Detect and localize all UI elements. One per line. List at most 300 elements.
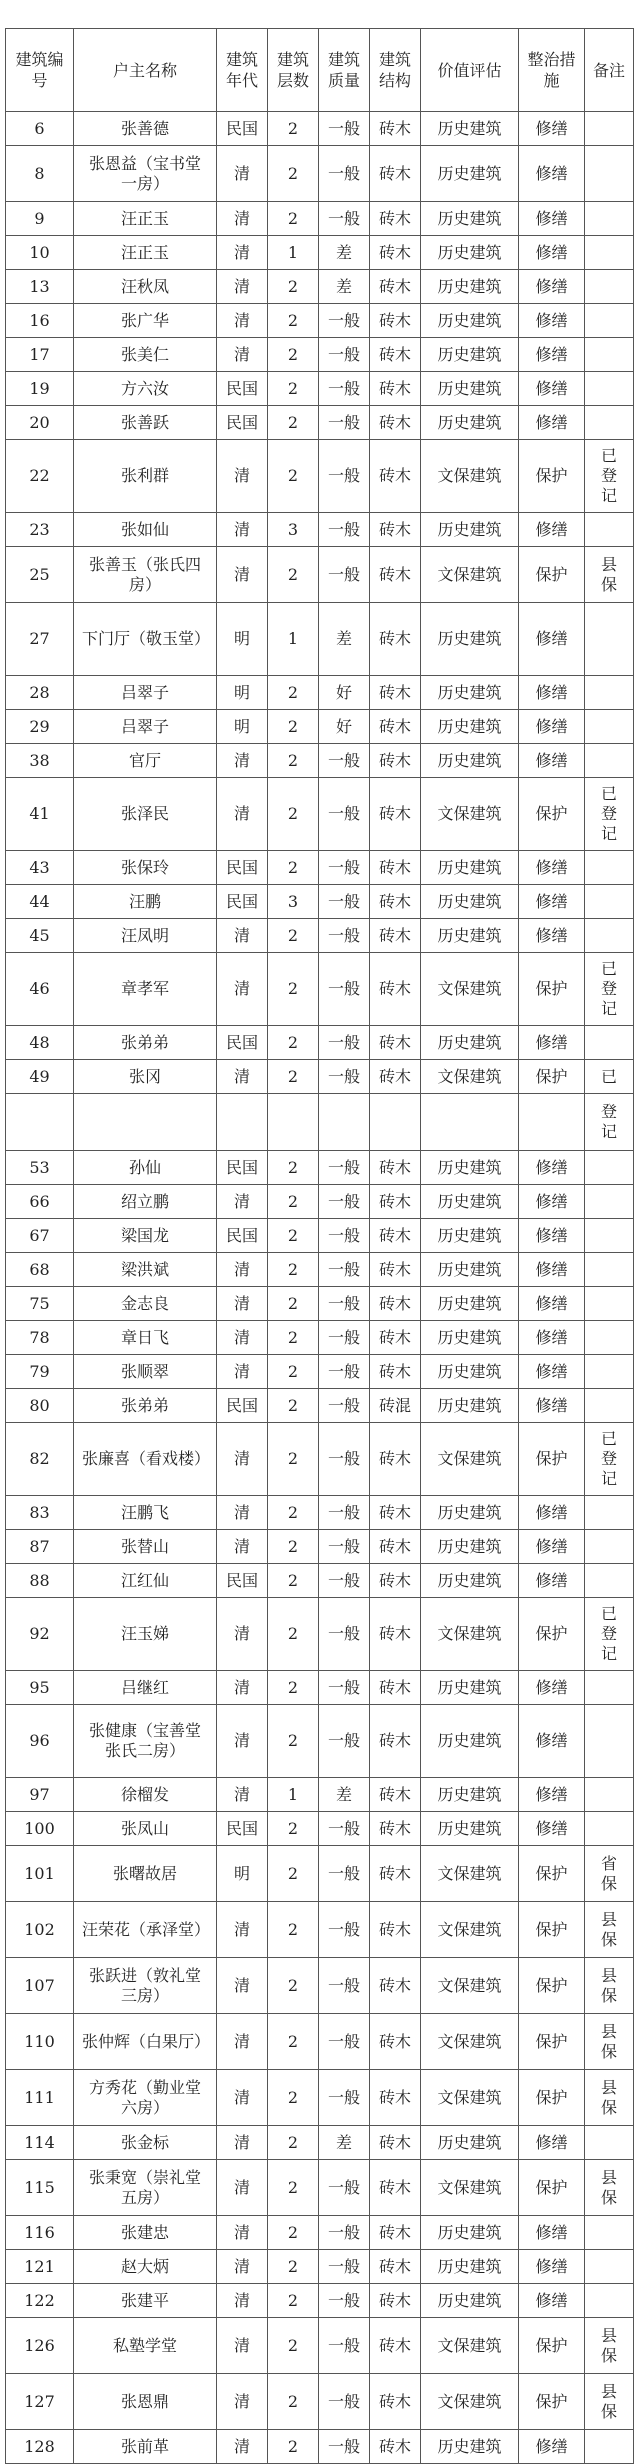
cell-floors: 2 <box>268 919 319 953</box>
cell-measure: 修缮 <box>519 919 585 953</box>
cell-quality: 一般 <box>319 1321 370 1355</box>
cell-floors: 2 <box>268 1355 319 1389</box>
cell-quality: 一般 <box>319 2318 370 2374</box>
cell-era: 清 <box>217 236 268 270</box>
cell-era: 民国 <box>217 1151 268 1185</box>
cell-building-id: 53 <box>6 1151 74 1185</box>
cell-owner-name: 徐榴发 <box>74 1778 217 1812</box>
cell-quality: 一般 <box>319 1355 370 1389</box>
cell-value-assessment: 文保建筑 <box>421 1846 519 1902</box>
cell-note <box>585 1253 634 1287</box>
cell-floors: 2 <box>268 1530 319 1564</box>
cell-note <box>585 338 634 372</box>
cell-value-assessment: 历史建筑 <box>421 2126 519 2160</box>
cell-era: 清 <box>217 2014 268 2070</box>
cell-owner-name: 张顺翠 <box>74 1355 217 1389</box>
cell-building-id: 115 <box>6 2160 74 2216</box>
cell-era: 清 <box>217 744 268 778</box>
cell-quality: 一般 <box>319 1496 370 1530</box>
cell-structure: 砖木 <box>370 953 421 1026</box>
cell-measure: 保护 <box>519 778 585 851</box>
cell-measure: 修缮 <box>519 146 585 202</box>
cell-owner-name: 张金标 <box>74 2126 217 2160</box>
cell-value-assessment: 文保建筑 <box>421 1958 519 2014</box>
table-row <box>6 2250 634 2284</box>
table-row <box>6 270 634 304</box>
cell-quality: 一般 <box>319 851 370 885</box>
cell-building-id: 121 <box>6 2250 74 2284</box>
cell-structure: 砖木 <box>370 1671 421 1705</box>
table-row <box>6 547 634 603</box>
cell-building-id: 100 <box>6 1812 74 1846</box>
cell-measure: 修缮 <box>519 112 585 146</box>
cell-value-assessment: 历史建筑 <box>421 1564 519 1598</box>
cell-building-id: 96 <box>6 1705 74 1778</box>
table-row <box>6 1287 634 1321</box>
cell-value-assessment: 文保建筑 <box>421 440 519 513</box>
cell-note <box>585 851 634 885</box>
cell-structure: 砖木 <box>370 202 421 236</box>
cell-note <box>585 1812 634 1846</box>
cell-building-id: 83 <box>6 1496 74 1530</box>
cell-building-id: 27 <box>6 603 74 676</box>
cell-owner-name: 吕继红 <box>74 1671 217 1705</box>
cell-era: 清 <box>217 1287 268 1321</box>
cell-structure: 砖木 <box>370 1253 421 1287</box>
table-row <box>6 2126 634 2160</box>
cell-owner-name: 张健康（宝善堂张氏二房） <box>74 1705 217 1778</box>
cell-building-id: 68 <box>6 1253 74 1287</box>
cell-value-assessment: 历史建筑 <box>421 1026 519 1060</box>
cell-owner-name: 张美仁 <box>74 338 217 372</box>
cell-structure: 砖木 <box>370 1287 421 1321</box>
cell-building-id: 10 <box>6 236 74 270</box>
cell-structure: 砖木 <box>370 1778 421 1812</box>
cell-floors: 2 <box>268 112 319 146</box>
cell-era: 清 <box>217 2160 268 2216</box>
cell-building-id: 95 <box>6 1671 74 1705</box>
cell-quality: 一般 <box>319 2374 370 2430</box>
table-row <box>6 1185 634 1219</box>
cell-measure: 修缮 <box>519 1321 585 1355</box>
cell-owner-name: 梁洪斌 <box>74 1253 217 1287</box>
cell-quality: 一般 <box>319 2284 370 2318</box>
cell-quality: 一般 <box>319 744 370 778</box>
table-row <box>6 1219 634 1253</box>
table-row <box>6 1812 634 1846</box>
cell-floors: 2 <box>268 676 319 710</box>
cell-structure: 砖木 <box>370 1355 421 1389</box>
building-survey-table <box>5 28 634 2464</box>
cell-floors: 1 <box>268 603 319 676</box>
cell-floors: 2 <box>268 202 319 236</box>
table-row <box>6 1778 634 1812</box>
cell-quality: 一般 <box>319 146 370 202</box>
cell-era: 清 <box>217 202 268 236</box>
cell-note <box>585 236 634 270</box>
cell-floors: 2 <box>268 2318 319 2374</box>
cell-measure: 修缮 <box>519 885 585 919</box>
cell-owner-name: 张善玉（张氏四房） <box>74 547 217 603</box>
cell-structure: 砖木 <box>370 676 421 710</box>
cell-owner-name: 方六汝 <box>74 372 217 406</box>
table-row <box>6 304 634 338</box>
cell-era: 清 <box>217 1185 268 1219</box>
table-row <box>6 2160 634 2216</box>
cell-owner-name: 赵大炳 <box>74 2250 217 2284</box>
cell-structure: 砖木 <box>370 2318 421 2374</box>
cell-floors: 2 <box>268 1060 319 1094</box>
cell-floors: 2 <box>268 1496 319 1530</box>
cell-floors: 2 <box>268 1151 319 1185</box>
cell-measure: 修缮 <box>519 603 585 676</box>
cell-note: 县保 <box>585 2160 634 2216</box>
cell-floors: 2 <box>268 744 319 778</box>
cell-note: 登记 <box>585 1094 634 1151</box>
cell-structure: 砖木 <box>370 2126 421 2160</box>
cell-measure: 保护 <box>519 440 585 513</box>
cell-era: 清 <box>217 1902 268 1958</box>
cell-owner-name: 张保玲 <box>74 851 217 885</box>
cell-era: 清 <box>217 1423 268 1496</box>
cell-value-assessment: 历史建筑 <box>421 1778 519 1812</box>
cell-value-assessment: 历史建筑 <box>421 710 519 744</box>
cell-floors: 2 <box>268 2014 319 2070</box>
cell-note <box>585 710 634 744</box>
cell-structure: 砖木 <box>370 1026 421 1060</box>
cell-quality: 好 <box>319 676 370 710</box>
cell-measure: 修缮 <box>519 710 585 744</box>
cell-note: 县保 <box>585 1958 634 2014</box>
cell-measure: 修缮 <box>519 2284 585 2318</box>
header-quality: 建筑质量 <box>319 29 370 112</box>
cell-floors: 2 <box>268 2430 319 2464</box>
cell-building-id: 45 <box>6 919 74 953</box>
cell-owner-name: 张弟弟 <box>74 1389 217 1423</box>
cell-era: 民国 <box>217 851 268 885</box>
table-row <box>6 406 634 440</box>
cell-note <box>585 1496 634 1530</box>
cell-value-assessment: 历史建筑 <box>421 2216 519 2250</box>
cell-measure: 修缮 <box>519 304 585 338</box>
cell-building-id: 107 <box>6 1958 74 2014</box>
cell-era: 清 <box>217 1530 268 1564</box>
cell-floors: 2 <box>268 1253 319 1287</box>
cell-owner-name: 张仲辉（白果厅） <box>74 2014 217 2070</box>
cell-era: 清 <box>217 304 268 338</box>
cell-era: 民国 <box>217 1026 268 1060</box>
cell-owner-name: 梁国龙 <box>74 1219 217 1253</box>
table-row <box>6 372 634 406</box>
cell-era: 明 <box>217 603 268 676</box>
table-row <box>6 953 634 1026</box>
table-row <box>6 1846 634 1902</box>
cell-era: 民国 <box>217 1564 268 1598</box>
cell-measure: 保护 <box>519 2160 585 2216</box>
table-row <box>6 778 634 851</box>
cell-note: 县保 <box>585 2070 634 2126</box>
cell-era: 民国 <box>217 372 268 406</box>
cell-note <box>585 1287 634 1321</box>
cell-note: 已 <box>585 1060 634 1094</box>
cell-measure: 修缮 <box>519 1705 585 1778</box>
cell-building-id: 75 <box>6 1287 74 1321</box>
table-row <box>6 2014 634 2070</box>
table-row <box>6 744 634 778</box>
cell-floors: 2 <box>268 304 319 338</box>
cell-note <box>585 304 634 338</box>
cell-structure: 砖木 <box>370 304 421 338</box>
cell-structure <box>370 1094 421 1151</box>
table-row <box>6 236 634 270</box>
cell-era: 清 <box>217 513 268 547</box>
cell-value-assessment: 历史建筑 <box>421 236 519 270</box>
cell-quality: 一般 <box>319 1564 370 1598</box>
cell-floors: 2 <box>268 1846 319 1902</box>
cell-owner-name: 张如仙 <box>74 513 217 547</box>
cell-floors: 2 <box>268 1219 319 1253</box>
cell-floors: 2 <box>268 2126 319 2160</box>
cell-note <box>585 1026 634 1060</box>
cell-value-assessment: 历史建筑 <box>421 202 519 236</box>
table-row <box>6 1598 634 1671</box>
header-row <box>6 29 634 112</box>
cell-value-assessment: 文保建筑 <box>421 1423 519 1496</box>
cell-building-id: 102 <box>6 1902 74 1958</box>
cell-floors: 2 <box>268 851 319 885</box>
cell-floors: 2 <box>268 1598 319 1671</box>
cell-value-assessment: 历史建筑 <box>421 744 519 778</box>
cell-quality: 一般 <box>319 1812 370 1846</box>
cell-measure: 修缮 <box>519 2216 585 2250</box>
cell-quality: 一般 <box>319 1958 370 2014</box>
cell-building-id: 110 <box>6 2014 74 2070</box>
cell-floors: 2 <box>268 547 319 603</box>
cell-floors: 2 <box>268 440 319 513</box>
cell-note: 省保 <box>585 1846 634 1902</box>
table-body <box>6 112 634 2464</box>
cell-quality <box>319 1094 370 1151</box>
cell-measure: 修缮 <box>519 1530 585 1564</box>
cell-floors: 2 <box>268 1958 319 2014</box>
cell-measure: 修缮 <box>519 372 585 406</box>
cell-note <box>585 1564 634 1598</box>
cell-floors: 2 <box>268 338 319 372</box>
cell-measure: 修缮 <box>519 2126 585 2160</box>
cell-note: 县保 <box>585 2318 634 2374</box>
cell-quality: 好 <box>319 710 370 744</box>
cell-value-assessment: 历史建筑 <box>421 1151 519 1185</box>
cell-building-id: 13 <box>6 270 74 304</box>
cell-era: 清 <box>217 338 268 372</box>
cell-quality: 一般 <box>319 1253 370 1287</box>
cell-note <box>585 2216 634 2250</box>
cell-value-assessment: 历史建筑 <box>421 2250 519 2284</box>
cell-structure: 砖木 <box>370 1219 421 1253</box>
table-row <box>6 1389 634 1423</box>
table-row <box>6 2216 634 2250</box>
cell-structure: 砖木 <box>370 2374 421 2430</box>
cell-structure: 砖木 <box>370 744 421 778</box>
cell-measure: 修缮 <box>519 202 585 236</box>
cell-measure: 修缮 <box>519 1812 585 1846</box>
table-row <box>6 676 634 710</box>
cell-quality: 差 <box>319 2126 370 2160</box>
cell-quality: 一般 <box>319 1846 370 1902</box>
cell-era: 清 <box>217 146 268 202</box>
cell-era: 清 <box>217 1958 268 2014</box>
cell-measure: 保护 <box>519 2374 585 2430</box>
cell-value-assessment: 文保建筑 <box>421 547 519 603</box>
cell-building-id: 97 <box>6 1778 74 1812</box>
cell-quality: 一般 <box>319 2014 370 2070</box>
cell-value-assessment: 历史建筑 <box>421 146 519 202</box>
cell-value-assessment: 历史建筑 <box>421 885 519 919</box>
cell-structure: 砖木 <box>370 885 421 919</box>
cell-note <box>585 1705 634 1778</box>
table-row <box>6 1564 634 1598</box>
table-row <box>6 1705 634 1778</box>
cell-quality: 一般 <box>319 1530 370 1564</box>
table-row <box>6 1958 634 2014</box>
cell-building-id: 66 <box>6 1185 74 1219</box>
cell-owner-name: 孙仙 <box>74 1151 217 1185</box>
cell-measure: 修缮 <box>519 1355 585 1389</box>
cell-structure: 砖木 <box>370 603 421 676</box>
cell-measure: 保护 <box>519 2318 585 2374</box>
cell-measure: 修缮 <box>519 1185 585 1219</box>
cell-note <box>585 2430 634 2464</box>
cell-floors: 2 <box>268 1564 319 1598</box>
cell-floors: 2 <box>268 1671 319 1705</box>
cell-quality: 一般 <box>319 112 370 146</box>
cell-measure: 保护 <box>519 953 585 1026</box>
cell-owner-name: 张秉宽（崇礼堂五房） <box>74 2160 217 2216</box>
cell-era: 民国 <box>217 1812 268 1846</box>
cell-note: 县保 <box>585 547 634 603</box>
cell-building-id: 22 <box>6 440 74 513</box>
cell-era: 明 <box>217 1846 268 1902</box>
cell-measure: 保护 <box>519 1958 585 2014</box>
table-row <box>6 1094 634 1151</box>
cell-note: 已登记 <box>585 1423 634 1496</box>
cell-era: 清 <box>217 1253 268 1287</box>
cell-value-assessment: 历史建筑 <box>421 1219 519 1253</box>
cell-owner-name <box>74 1094 217 1151</box>
cell-note <box>585 1321 634 1355</box>
cell-building-id: 28 <box>6 676 74 710</box>
cell-quality: 一般 <box>319 1026 370 1060</box>
cell-value-assessment <box>421 1094 519 1151</box>
cell-note <box>585 406 634 440</box>
table-row <box>6 2070 634 2126</box>
cell-era: 清 <box>217 2126 268 2160</box>
cell-structure: 砖木 <box>370 2216 421 2250</box>
cell-building-id: 9 <box>6 202 74 236</box>
cell-structure: 砖木 <box>370 1846 421 1902</box>
cell-era: 明 <box>217 710 268 744</box>
cell-quality: 一般 <box>319 1060 370 1094</box>
cell-owner-name: 张广华 <box>74 304 217 338</box>
cell-building-id: 92 <box>6 1598 74 1671</box>
cell-floors: 2 <box>268 2374 319 2430</box>
cell-era: 清 <box>217 2070 268 2126</box>
cell-quality: 一般 <box>319 1598 370 1671</box>
cell-floors: 2 <box>268 1287 319 1321</box>
cell-note: 已登记 <box>585 1598 634 1671</box>
cell-measure: 修缮 <box>519 1564 585 1598</box>
cell-structure: 砖木 <box>370 372 421 406</box>
cell-quality: 一般 <box>319 202 370 236</box>
cell-era: 明 <box>217 676 268 710</box>
table-row <box>6 1355 634 1389</box>
cell-structure: 砖木 <box>370 1185 421 1219</box>
cell-floors: 2 <box>268 270 319 304</box>
cell-value-assessment: 历史建筑 <box>421 603 519 676</box>
cell-value-assessment: 文保建筑 <box>421 1598 519 1671</box>
cell-owner-name: 私塾学堂 <box>74 2318 217 2374</box>
cell-floors: 2 <box>268 2216 319 2250</box>
cell-structure: 砖木 <box>370 440 421 513</box>
cell-owner-name: 张冈 <box>74 1060 217 1094</box>
cell-quality: 差 <box>319 603 370 676</box>
cell-building-id: 46 <box>6 953 74 1026</box>
cell-era: 清 <box>217 1598 268 1671</box>
cell-note <box>585 1355 634 1389</box>
cell-structure: 砖木 <box>370 2014 421 2070</box>
cell-measure: 修缮 <box>519 2250 585 2284</box>
cell-building-id: 79 <box>6 1355 74 1389</box>
cell-note <box>585 1671 634 1705</box>
cell-value-assessment: 文保建筑 <box>421 2070 519 2126</box>
table-row <box>6 885 634 919</box>
cell-building-id: 88 <box>6 1564 74 1598</box>
table-row <box>6 603 634 676</box>
cell-owner-name: 张前革 <box>74 2430 217 2464</box>
cell-building-id <box>6 1094 74 1151</box>
cell-measure: 保护 <box>519 1846 585 1902</box>
cell-measure: 保护 <box>519 2014 585 2070</box>
cell-quality: 一般 <box>319 1151 370 1185</box>
cell-building-id: 44 <box>6 885 74 919</box>
cell-era: 清 <box>217 1060 268 1094</box>
cell-quality: 一般 <box>319 1671 370 1705</box>
cell-floors: 2 <box>268 1389 319 1423</box>
cell-era: 清 <box>217 1496 268 1530</box>
cell-quality: 一般 <box>319 1423 370 1496</box>
cell-note <box>585 1778 634 1812</box>
cell-building-id: 17 <box>6 338 74 372</box>
cell-measure: 修缮 <box>519 406 585 440</box>
table-row <box>6 2318 634 2374</box>
cell-value-assessment: 历史建筑 <box>421 338 519 372</box>
cell-era: 清 <box>217 547 268 603</box>
cell-quality: 一般 <box>319 953 370 1026</box>
cell-value-assessment: 历史建筑 <box>421 1287 519 1321</box>
cell-structure: 砖木 <box>370 1902 421 1958</box>
cell-era: 清 <box>217 2284 268 2318</box>
table-row <box>6 1530 634 1564</box>
cell-value-assessment: 历史建筑 <box>421 1321 519 1355</box>
cell-note: 已登记 <box>585 440 634 513</box>
cell-owner-name: 张跃进（敦礼堂三房） <box>74 1958 217 2014</box>
table-row <box>6 710 634 744</box>
cell-era: 清 <box>217 1778 268 1812</box>
cell-floors: 2 <box>268 372 319 406</box>
table-row <box>6 146 634 202</box>
cell-era: 清 <box>217 2374 268 2430</box>
cell-note <box>585 2126 634 2160</box>
